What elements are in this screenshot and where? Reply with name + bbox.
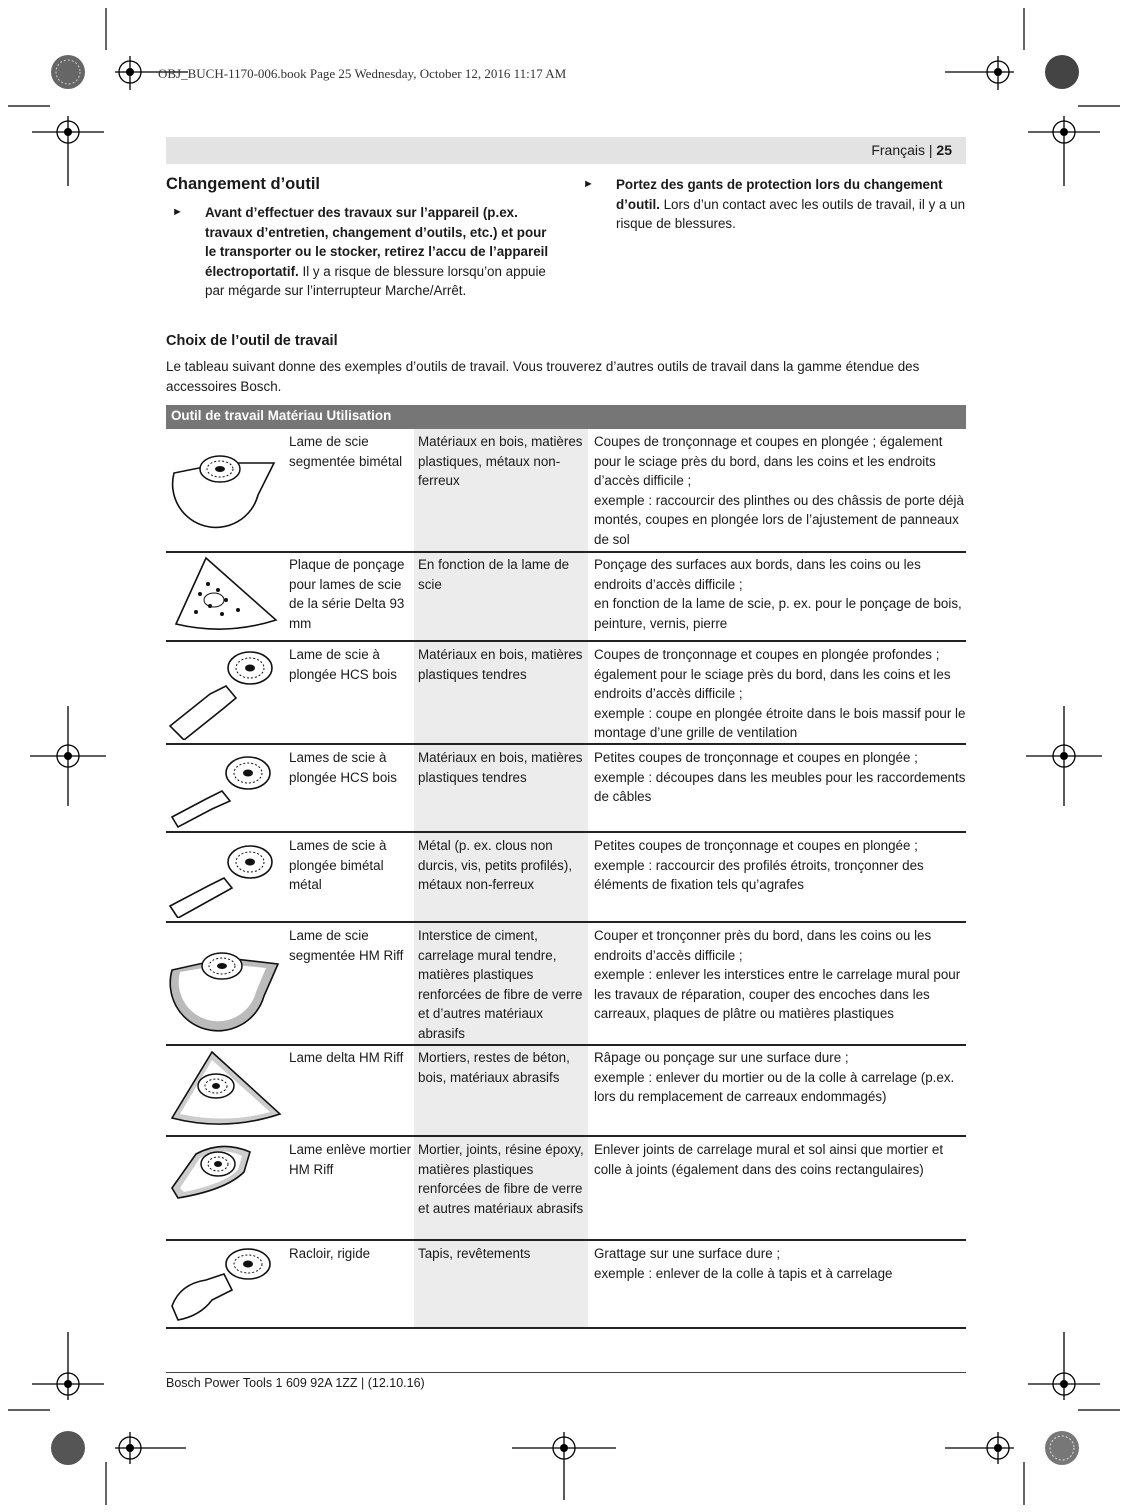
row-divider	[166, 1327, 966, 1329]
header-separator: |	[928, 142, 933, 158]
page-header	[166, 137, 966, 164]
usage: Petites coupes de tronçonnage et coupes en plongée ; exemple : découpes dans les meubles pour les raccordements de câbles	[594, 750, 966, 805]
row-divider	[166, 1239, 966, 1241]
row-divider	[166, 1044, 966, 1046]
segmented-riff-blade-icon	[166, 924, 284, 1040]
bullet-arrow-icon: ►	[172, 206, 183, 218]
material: Matériaux en bois, matières plastiques tendres	[418, 750, 583, 785]
usage: Coupes de tronçonnage et coupes en plongée profondes ; également pour le sciage près du bord, dans les coins et les endroits d’accès difficile ; exemple : coupe en plongée étroite dans le bois massif pour le montage d’une grille de ventilation	[594, 647, 966, 741]
plunge-blade-narrow-icon	[166, 747, 284, 829]
tool-name: Plaque de ponçage pour lames de scie de la série Delta 93 mm	[289, 557, 405, 631]
rigid-scraper-icon	[166, 1244, 284, 1324]
row-divider	[166, 551, 966, 553]
page-footer: Bosch Power Tools 1 609 92A 1ZZ | (12.10.16)	[166, 1376, 425, 1390]
tool-name: Lame de scie à plongée HCS bois	[289, 647, 397, 682]
delta-riff-blade-icon	[166, 1048, 284, 1132]
row-divider	[166, 921, 966, 923]
tool-name: Lame delta HM Riff	[289, 1050, 404, 1065]
material: Matériaux en bois, matières plastiques tendres	[418, 647, 583, 682]
print-header: OBJ_BUCH-1170-006.book Page 25 Wednesday, October 12, 2016 11:17 AM	[158, 66, 567, 81]
usage: Ponçage des surfaces aux bords, dans les coins ou les endroits d’accès difficile ; en fonction de la lame de scie, p. ex. pour le ponçage de bois, peinture, vernis, pierre	[594, 557, 962, 631]
page-number: 25	[936, 142, 952, 158]
plunge-blade-wide-icon	[166, 644, 284, 740]
usage: Grattage sur une surface dure ; exemple : enlever de la colle à tapis et à carrelage	[594, 1246, 893, 1281]
material: Mortier, joints, résine époxy, matières plastiques renforcées de fibre de verre et autres matériaux abrasifs	[418, 1142, 584, 1216]
table-header	[166, 405, 966, 429]
row-divider	[166, 1135, 966, 1137]
material: En fonction de la lame de scie	[418, 557, 570, 592]
usage: Petites coupes de tronçonnage et coupes en plongée ; exemple : raccourcir des profilés étroits, tronçonner des éléments de fixation tels qu’agrafes	[594, 838, 924, 893]
table-header-text: Outil de travail Matériau Utilisation	[171, 408, 392, 423]
grout-remover-blade-icon	[166, 1138, 284, 1200]
material: Tapis, revêtements	[418, 1246, 531, 1261]
tool-name: Lame de scie segmentée HM Riff	[289, 928, 404, 963]
tool-name: Lame de scie segmentée bimétal	[289, 434, 403, 469]
delta-sanding-plate-icon	[166, 554, 284, 638]
usage: Enlever joints de carrelage mural et sol ainsi que mortier et colle à joints (également dans des coins rectangulaires)	[594, 1142, 944, 1177]
material: Interstice de ciment, carrelage mural tendre, matières plastiques renforcées de fibre de verre et d’autres matériaux abrasifs	[418, 928, 583, 1041]
footer-rule	[166, 1372, 966, 1373]
header-language: Français	[871, 142, 925, 158]
tool-name: Lames de scie à plongée bimétal métal	[289, 838, 387, 893]
usage: Couper et tronçonner près du bord, dans les coins ou les endroits d’accès difficile ; exemple : enlever les interstices entre le carrelage mural pour les travaux de réparation, couper des encoches dans les carreaux, plaques de plâtre ou matières plastiques	[594, 928, 961, 1022]
material: Mortiers, restes de béton, bois, matériaux abrasifs	[418, 1050, 570, 1085]
segmented-blade-icon	[166, 433, 284, 543]
material: Métal (p. ex. clous non durcis, vis, petits profilés), métaux non-ferreux	[418, 838, 573, 893]
tool-name: Racloir, rigide	[289, 1246, 371, 1261]
plunge-blade-bimetal-icon	[166, 834, 284, 918]
row-divider	[166, 831, 966, 833]
warning-bullet-1: ► Avant d’effectuer des travaux sur l’appareil (p.ex. travaux d’entretien, changement d’outils, etc.) et pour le transporter ou le stocker, retirez l’accu de l’appareil électroportatif. Il y a risque de blessure lorsqu’on appuie par mégarde sur l’interrupteur Marche/Arrêt.	[172, 205, 549, 299]
row-divider	[166, 640, 966, 642]
tool-name: Lame enlève mortier HM Riff	[289, 1142, 412, 1177]
warning-bullet-2: ► Portez des gants de protection lors du changement d’outil. Lors d’un contact avec les outils de travail, il y a un risque de blessures.	[583, 177, 966, 232]
section-title-choice: Choix de l’outil de travail	[166, 333, 338, 349]
bullet-arrow-icon: ►	[583, 178, 594, 190]
usage: Coupes de tronçonnage et coupes en plongée ; également pour le sciage près du bord, dans les coins et les endroits d’accès difficile ; exemple : raccourcir des plinthes ou des châssis de porte déjà montés, coupes en plongée lors de l’ajustement de panneaux de sol	[594, 434, 964, 547]
intro-paragraph: Le tableau suivant donne des exemples d’outils de travail. Vous trouverez d’autres outils de travail dans la gamme étendue des accessoires Bosch.	[166, 359, 920, 394]
row-divider	[166, 743, 966, 745]
material: Matériaux en bois, matières plastiques, métaux non-ferreux	[418, 434, 583, 489]
tool-name: Lames de scie à plongée HCS bois	[289, 750, 397, 785]
usage: Râpage ou ponçage sur une surface dure ; exemple : enlever du mortier ou de la colle à carrelage (p.ex. lors du remplacement de carreaux endommagés)	[594, 1050, 955, 1105]
section-title-change: Changement d’outil	[166, 175, 320, 193]
